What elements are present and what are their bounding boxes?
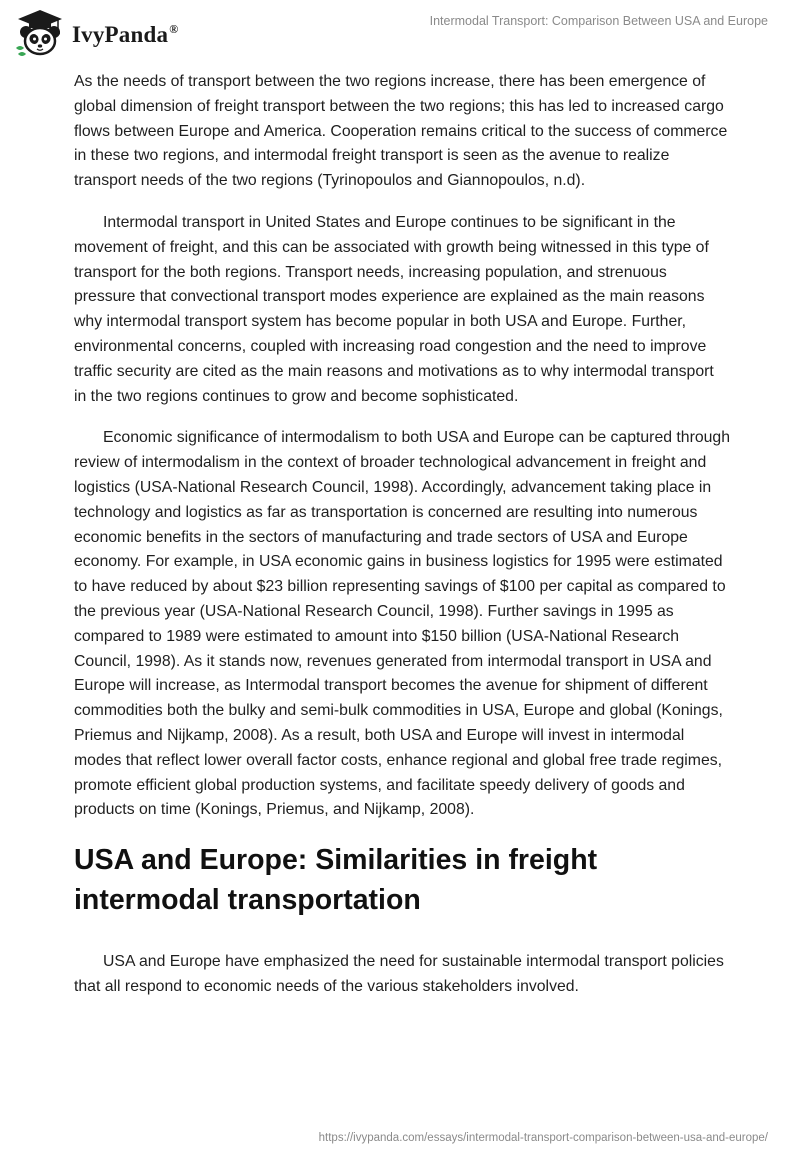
essay-body — [74, 70, 730, 1017]
panda-graduate-icon — [14, 8, 66, 58]
brand-name: IvyPanda® — [72, 22, 179, 47]
source-url[interactable]: https://ivypanda.com/essays/intermodal-transport-comparison-between-usa-and-europe/ — [318, 1132, 768, 1144]
registered-mark: ® — [169, 22, 179, 37]
document-title: Intermodal Transport: Comparison Between USA and Europe — [429, 14, 768, 28]
paragraph: As the needs of transport between the two regions increase, there has been emergence of global dimension of freight transport between the two regions; this has led to increased cargo flows between Europe and America. Cooperation remains critical to the success of commerce in these two regions, and intermodal freight transport is seen as the avenue to realize transport needs of the two regions (Tyrinopoulos and Giannopoulos, n.d). — [74, 73, 728, 190]
ivypanda-logo[interactable] — [14, 8, 178, 58]
section-heading: USA and Europe: Similarities in freight intermodal transportation — [74, 844, 598, 917]
paragraph: Intermodal transport in United States and Europe continues to be significant in the movement of freight, and this can be associated with growth being witnessed in this type of transport for the both regions. Transport needs, increasing population, and strenuous pressure that convectional transport modes experience are explained as the main reasons why intermodal transport system has become popular in both USA and Europe. Further, environmental concerns, coupled with increasing road congestion and the need to improve traffic security are cited as the main reasons and motivations as to why intermodal transport in the two regions continues to grow and become sophisticated. — [74, 213, 714, 405]
page-header — [0, 0, 800, 62]
paragraph: USA and Europe have emphasized the need for sustainable intermodal transport policies that all respond to economic needs of the various stakeholders involved. — [74, 953, 724, 995]
paragraph: Economic significance of intermodalism to both USA and Europe can be captured through review of intermodalism in the context of broader technological advancement in freight and logistics (USA-National Research Council, 1998). Accordingly, advancement taking place in technology and logistics as far as transportation is concerned are resulting into numerous economic benefits in the sectors of manufacturing and trade sectors of USA and Europe economy. For example, in USA economic gains in business logistics for 1995 were estimated to have reduced by about $23 billion representing savings of $100 per capital as compared to the previous year (USA-National Research Council, 1998). Further savings in 1995 as compared to 1989 were estimated to amount into $150 billion (USA-National Research Council, 1998). As it stands now, revenues generated from intermodal transport in USA and Europe will increase, as Intermodal transport becomes the avenue for shipment of different commodities both the bulky and semi-bulk commodities in USA, Europe and global (Konings, Priemus and Nijkamp, 2008). As a result, both USA and Europe will invest in intermodal modes that reflect lower overall factor costs, enhance regional and global free trade regimes, promote efficient global production systems, and facilitate speedy delivery of goods and products on time (Konings, Priemus, and Nijkamp, 2008). — [74, 429, 730, 819]
